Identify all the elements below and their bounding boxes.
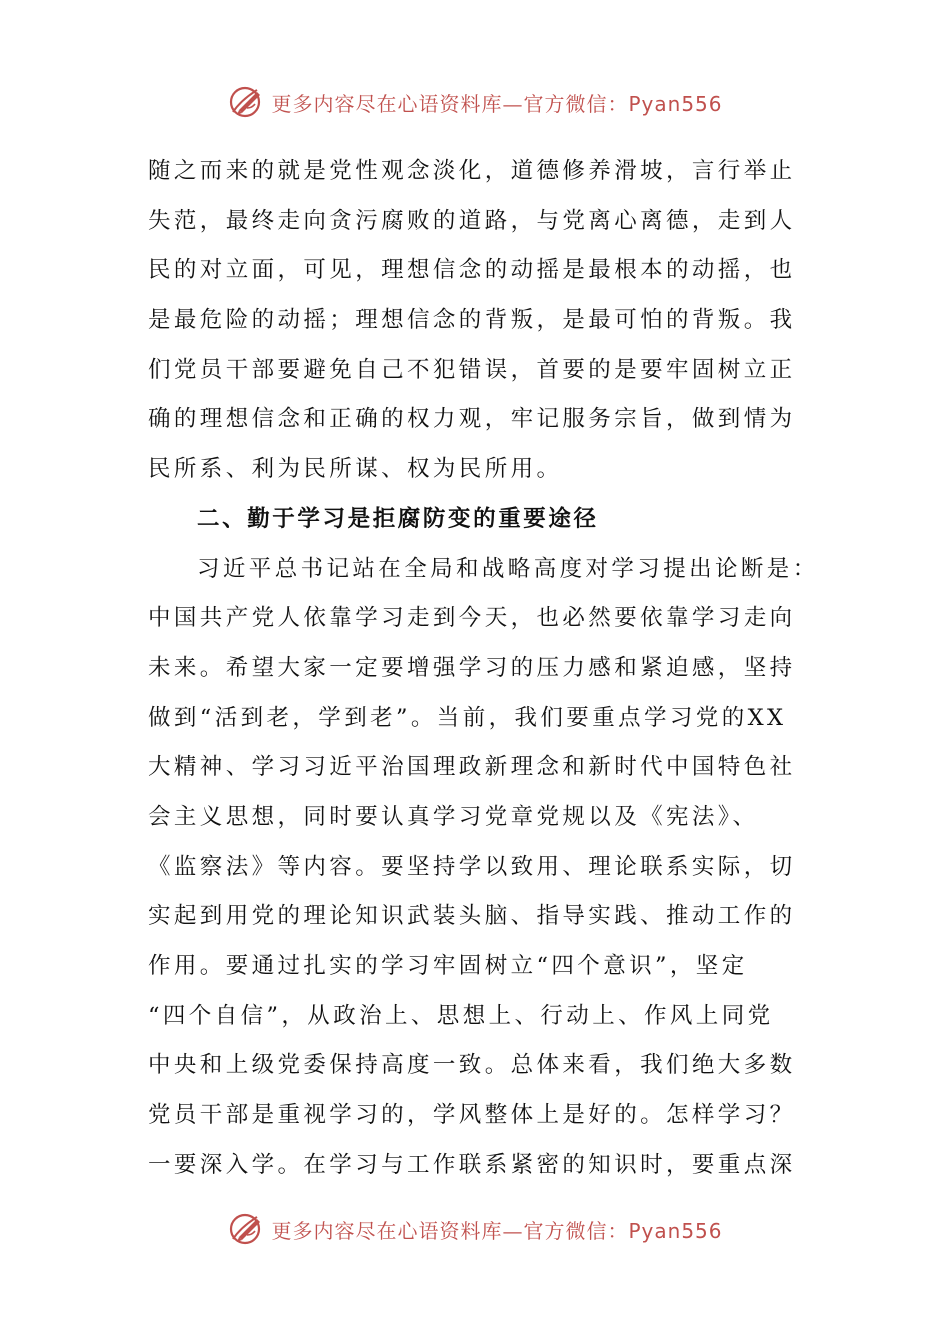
text-line: “四个自信”，从政治上、思想上、行动上、作风上同党 — [148, 1002, 774, 1029]
text-line: 未来。希望大家一定要增强学习的压力感和紧迫感，坚持 — [148, 654, 796, 681]
text-line: 会主义思想，同时要认真学习党章党规以及《宪法》、 — [148, 803, 759, 830]
text-line: 党员干部是重视学习的，学风整体上是好的。怎样学习？ — [148, 1102, 796, 1129]
text-line: 作用。要通过扎实的学习牢固树立“四个意识”，坚定 — [148, 953, 748, 979]
text-line: 大精神、学习习近平治国理政新理念和新时代中国特色社 — [148, 754, 796, 781]
text-line: 中国共产党人依靠学习走到今天，也必然要依靠学习走向 — [148, 605, 796, 632]
pen-logo-icon — [227, 82, 267, 122]
text-line: 实起到用党的理论知识武装头脑、指导实践、推动工作的 — [148, 903, 796, 930]
footer-watermark — [0, 1207, 950, 1251]
watermark-text: 更多内容尽在心语资料库—官方微信：Pyan556 — [271, 1218, 723, 1243]
text-line: 是最危险的动摇；理想信念的背叛，是最可怕的背叛。我 — [148, 307, 796, 334]
header-watermark — [0, 80, 950, 124]
text-line: 《监察法》等内容。要坚持学以致用、理论联系实际，切 — [148, 853, 796, 880]
text-line: 习近平总书记站在全局和战略高度对学习提出论断是： — [197, 555, 819, 582]
text-line: 们党员干部要避免自己不犯错误，首要的是要牢固树立正 — [148, 356, 796, 383]
text-line: 失范，最终走向贪污腐败的道路，与党离心离德，走到人 — [148, 207, 796, 234]
document-body — [148, 147, 819, 1190]
text-line: 民所系、利为民所谋、权为民所用。 — [148, 456, 563, 483]
pen-logo-icon — [227, 1209, 267, 1249]
text-line: 确的理想信念和正确的权力观，牢记服务宗旨，做到情为 — [148, 406, 796, 433]
watermark-text: 更多内容尽在心语资料库—官方微信：Pyan556 — [271, 91, 723, 116]
text-line: 一要深入学。在学习与工作联系紧密的知识时，要重点深 — [148, 1151, 796, 1178]
text-line: 做到“活到老，学到老”。当前，我们要重点学习党的XX — [148, 704, 787, 731]
section-heading: 二、勤于学习是拒腐防变的重要途径 — [197, 505, 599, 532]
text-line: 民的对立面，可见，理想信念的动摇是最根本的动摇，也 — [148, 257, 796, 284]
text-line: 随之而来的就是党性观念淡化，道德修养滑坡，言行举止 — [148, 158, 796, 184]
text-line: 中央和上级党委保持高度一致。总体来看，我们绝大多数 — [148, 1052, 796, 1079]
